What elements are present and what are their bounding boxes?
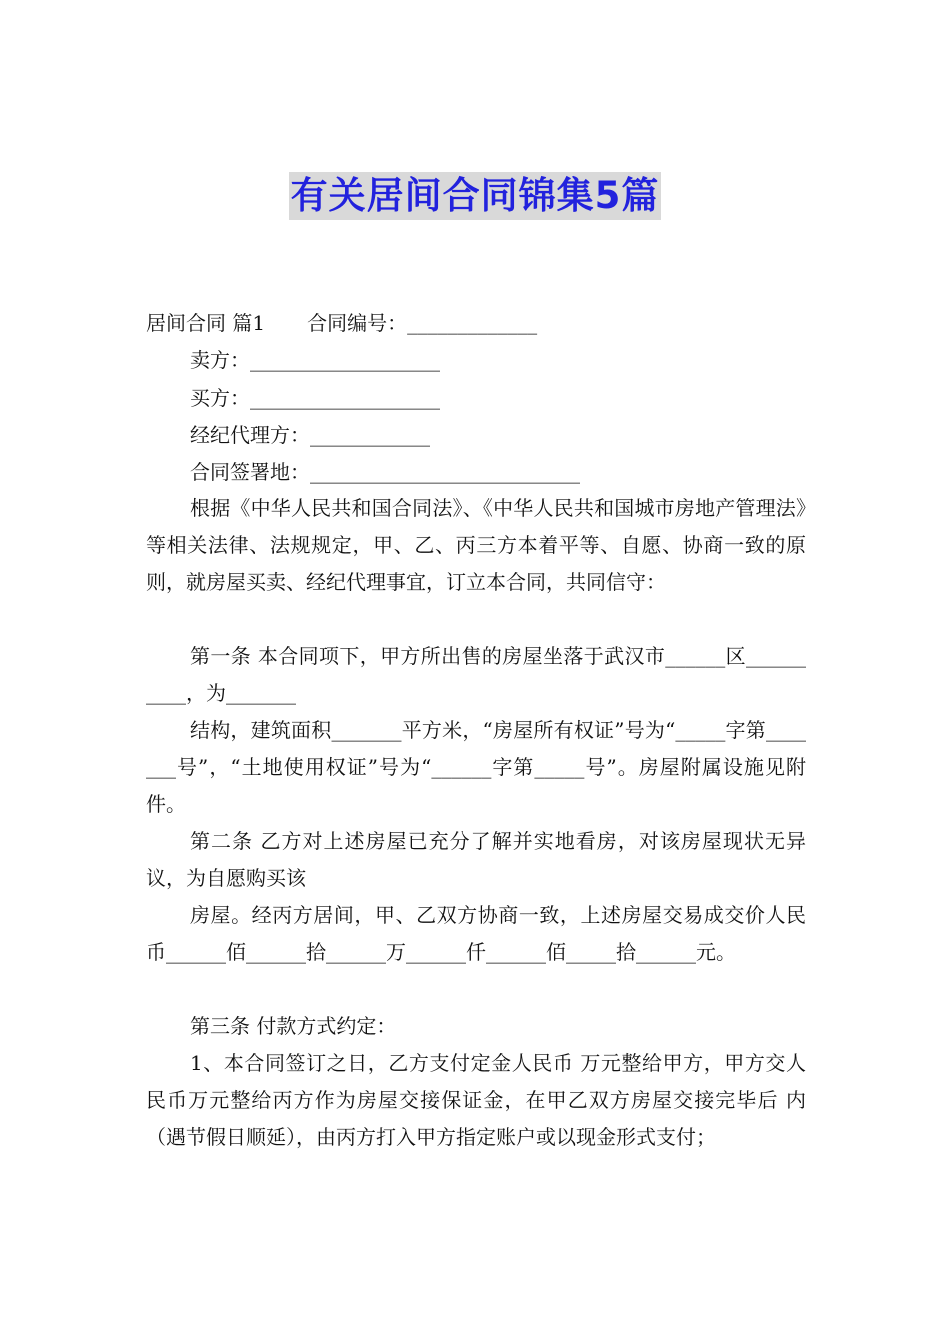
article-1-part-b: 结构，建筑面积_______平方米，“房屋所有权证”号为“_____字第_______号”，“土地使用权证”号为“______字第_____号”。房屋附属设施见附件。: [146, 718, 806, 816]
contract-number-field: 合同编号：_____________: [307, 311, 538, 335]
signing-place-field: 合同签署地：___________________________: [190, 460, 580, 484]
article-3-heading: 第三条 付款方式约定：: [190, 1014, 397, 1038]
buyer-field: 买方：___________________: [190, 386, 440, 410]
article-1-part-a: 第一条 本合同项下，甲方所出售的房屋坐落于武汉市______区__________，为_______: [146, 644, 806, 705]
seller-field: 卖方：___________________: [190, 348, 440, 372]
article-2-part-a: 第二条 乙方对上述房屋已充分了解并实地看房，对该房屋现状无异议，为自愿购买该: [146, 829, 806, 890]
article-2-part-b: 房屋。经丙方居间，甲、乙双方协商一致，上述房屋交易成交价人民币______佰______拾______万______仟______佰_____拾______元。: [146, 903, 806, 964]
section-label: 居间合同 篇1: [146, 311, 266, 335]
intro-paragraph: 根据《中华人民共和国合同法》、《中华人民共和国城市房地产管理法》等相关法律、法规规定，甲、乙、丙三方本着平等、自愿、协商一致的原则，就房屋买卖、经纪代理事宜，订立本合同，共同信守：: [146, 496, 806, 594]
header-line: [146, 309, 537, 337]
document-title-wrap: [0, 172, 950, 220]
document-title: 有关居间合同锦集5篇: [289, 172, 662, 220]
agent-field: 经纪代理方：____________: [190, 423, 430, 447]
article-3-clause-1: 1、本合同签订之日，乙方支付定金人民币 万元整给甲方，甲方交人民币万元整给丙方作为房屋交接保证金，在甲乙双方房屋交接完毕后 内（遇节假日顺延），由丙方打入甲方指定账户或以现金形式支付；: [146, 1051, 806, 1149]
